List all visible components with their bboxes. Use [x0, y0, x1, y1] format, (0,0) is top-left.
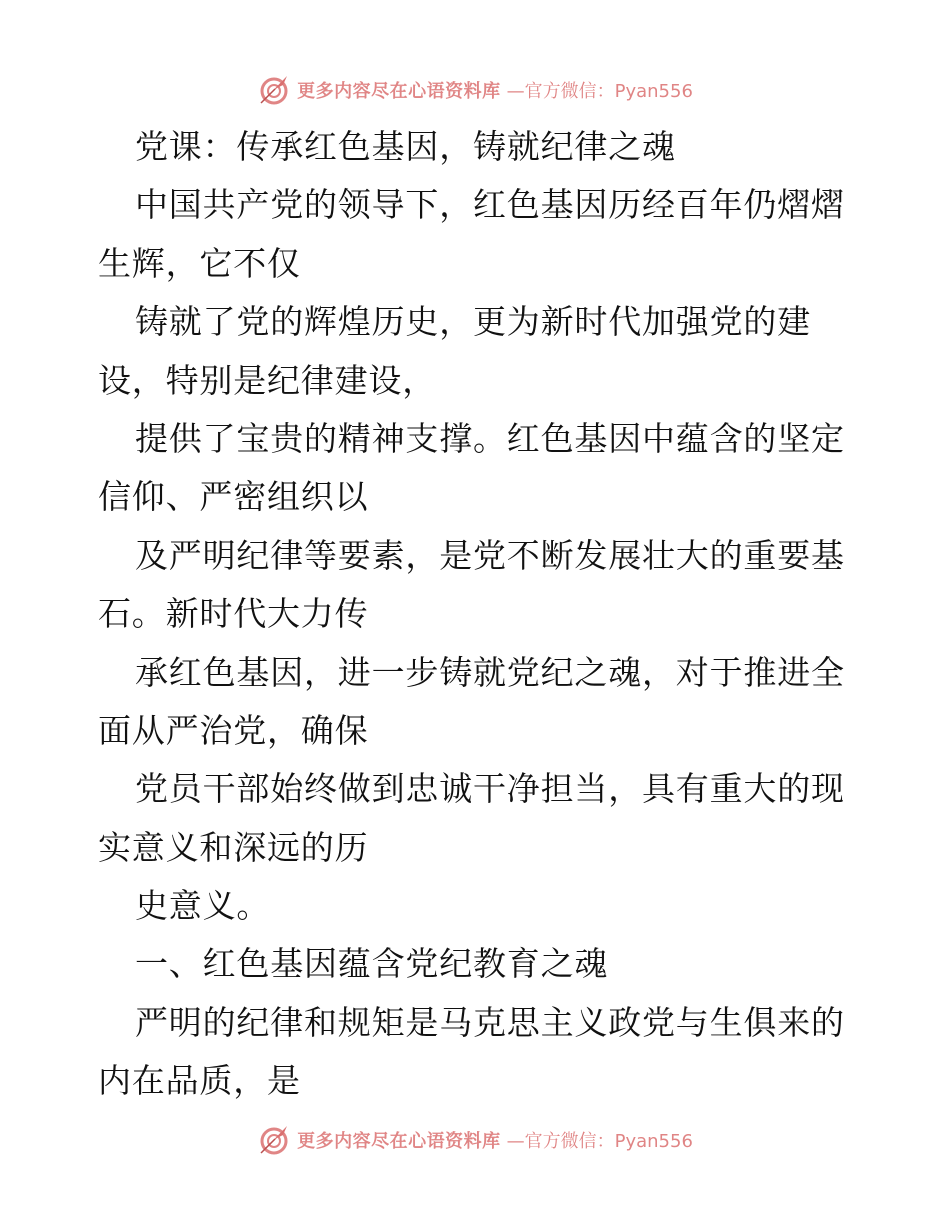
- text-line: 中国共产党的领导下，红色基因历经百年仍熠熠: [135, 185, 845, 225]
- header-banner: [0, 70, 950, 110]
- text-line: 实意义和深远的历: [98, 827, 369, 867]
- banner-content: [257, 73, 693, 107]
- text-line: 设，特别是纪律建设，: [98, 360, 436, 400]
- quill-pen-logo-icon: [257, 1123, 291, 1157]
- text-line: 史意义。: [135, 886, 271, 926]
- text-line: 党课：传承红色基因，铸就纪律之魂: [135, 127, 676, 166]
- banner-content: [257, 1123, 693, 1157]
- text-line: 内在品质，是: [98, 1061, 301, 1101]
- banner-wechat-text: —官方微信：Pyan556: [506, 1131, 693, 1152]
- text-line: 一、红色基因蕴含党纪教育之魂: [135, 944, 609, 984]
- text-line: 石。新时代大力传: [98, 594, 369, 634]
- text-line: 提供了宝贵的精神支撑。红色基因中蕴含的坚定: [135, 418, 845, 458]
- text-line: 承红色基因，进一步铸就党纪之魂，对于推进全: [135, 652, 845, 692]
- text-line: 铸就了党的辉煌历史，更为新时代加强党的建: [135, 302, 811, 342]
- text-line: 面从严治党，确保: [98, 710, 369, 750]
- banner-wechat-text: —官方微信：Pyan556: [506, 81, 693, 102]
- text-line: 生辉，它不仅: [98, 243, 301, 283]
- text-line: 及严明纪律等要素，是党不断发展壮大的重要基: [135, 535, 845, 575]
- text-line: 信仰、严密组织以: [98, 477, 369, 517]
- quill-pen-logo-icon: [257, 73, 291, 107]
- banner-lead-text: 更多内容尽在心语资料库: [297, 81, 501, 102]
- document-body: [98, 118, 868, 1111]
- footer-banner: [0, 1120, 950, 1160]
- text-line: 严明的纪律和规矩是马克思主义政党与生俱来的: [135, 1002, 845, 1042]
- text-line: 党员干部始终做到忠诚干净担当，具有重大的现: [135, 769, 845, 809]
- banner-lead-text: 更多内容尽在心语资料库: [297, 1131, 501, 1152]
